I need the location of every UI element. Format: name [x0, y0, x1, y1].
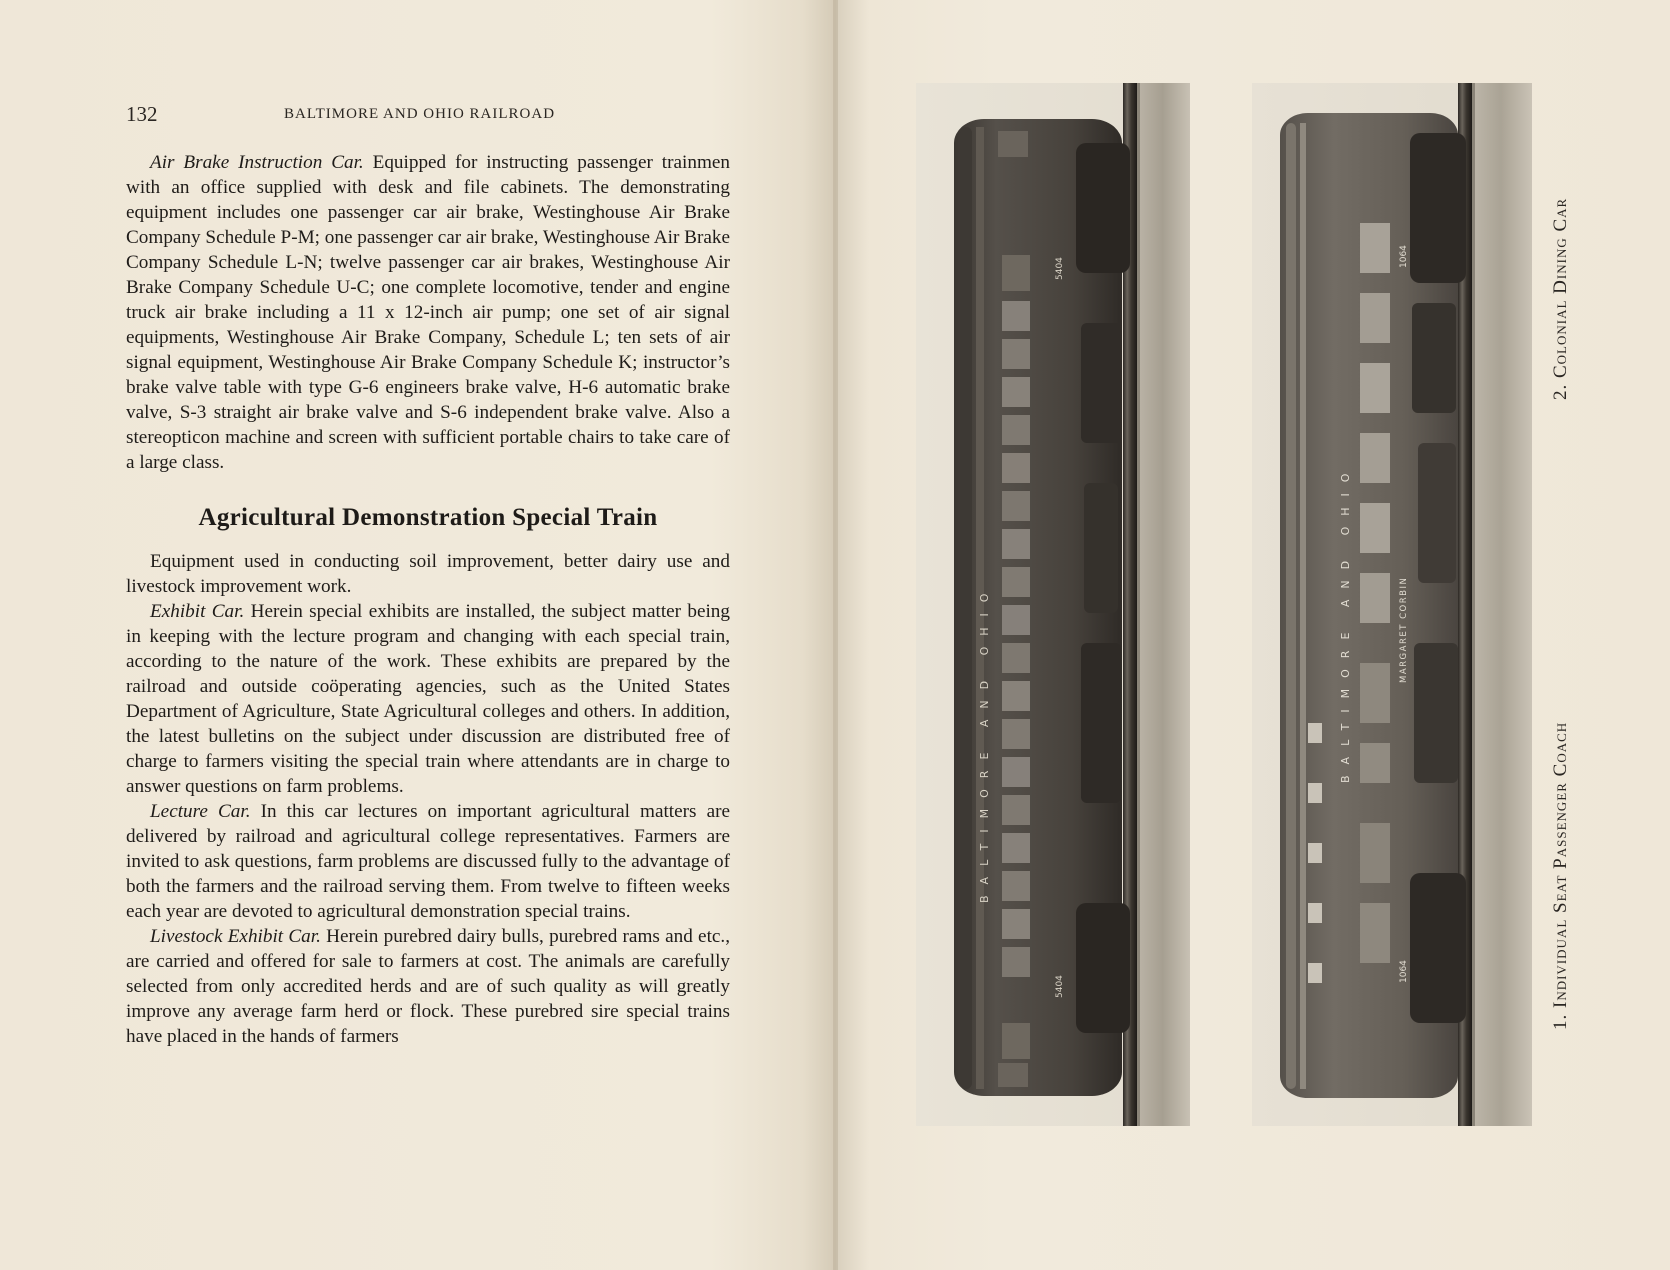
passenger-coach-number-top: 5404 [1055, 257, 1065, 280]
dining-car-lettering: BALTIMORE AND OHIO [1339, 462, 1352, 783]
section-lead-paragraph: Equipment used in conducting soil improvement, better dairy use and livestock improvement work. [126, 551, 730, 597]
livestock-car-label: Livestock Exhibit Car. [150, 926, 321, 947]
caption-dining-car: 2. Colonial Dining Car [1550, 197, 1571, 400]
lecture-car-text: In this car lectures on important agricultural matters are delivered by railroad and agricultural college representatives. Farmers are invited to ask questions, farm problems are discussed fully to the advantage of both the farmers and the railroad serving them. From twelve to fifteen weeks each year are devoted to agricultural demonstration special trains. [126, 801, 730, 922]
section-heading: Agricultural Demonstration Special Train [198, 504, 658, 531]
air-brake-text: Equipped for instructing passenger trainmen with an office supplied with desk and file cabinets. The demonstrating equipment includes one passenger car air brake, Westinghouse Air Brake Company Schedule P-M; one passenger car air brake, Westinghouse Air Brake Company Schedule L-N; twelve passenger car air brakes, Westinghouse Air Brake Company Schedule U-C; one complete locomotive, tender and engine truck air brake including a 11 x 12-inch air pump; one set of air signal equipments, Westinghouse Air Brake Company, Schedule L; ten sets of air signal equipment, Westinghouse Air Brake Company Schedule K; instructor’s brake valve table with type G-6 engineers brake valve, H-6 automatic brake valve, S-3 straight air brake valve and S-6 independent brake valve. Also a stereopticon machine and screen with sufficient portable chairs to take care of a large class. [126, 152, 730, 473]
exhibit-car-label: Exhibit Car. [150, 601, 245, 622]
book-gutter [833, 0, 838, 1270]
lecture-car-label: Lecture Car. [150, 801, 251, 822]
body-text [126, 150, 730, 1049]
exhibit-car-text: Herein special exhibits are installed, the subject matter being in keeping with the lecture program and changing with each special train, according to the nature of the work. These exhibits are prepared by the railroad and outside coöperating agencies, such as the United States Department of Agriculture, State Agricultural colleges and others. In addition, the latest bulletins on the subject under discussion are distributed free of charge to farmers visiting the special train where attendants are in charge to answer questions on farm problems. [126, 601, 730, 797]
exhibit-car-paragraph [126, 599, 730, 799]
air-brake-label: Air Brake Instruction Car. [150, 152, 364, 173]
lecture-car-paragraph [126, 799, 730, 924]
dining-car-number-top: 1064 [1399, 245, 1409, 268]
passenger-coach-lettering: BALTIMORE AND OHIO [978, 582, 991, 903]
running-head [126, 102, 730, 130]
livestock-car-paragraph [126, 924, 730, 1049]
passenger-coach-photo [916, 83, 1190, 1126]
page-number: 132 [126, 102, 158, 126]
dining-car-name: MARGARET CORBIN [1399, 576, 1409, 683]
running-head-title: BALTIMORE AND OHIO RAILROAD [284, 106, 556, 122]
dining-car-number-bottom: 1064 [1399, 960, 1409, 983]
dining-car-photo [1252, 83, 1532, 1126]
livestock-car-text: Herein purebred dairy bulls, purebred rams and etc., are carried and offered for sale to farmers at cost. The animals are carefully selected from only accredited herds and are of such quality as will greatly improve any average farm herd or flock. These purebred sire special trains have placed in the hands of farmers [126, 926, 731, 1047]
caption-passenger-coach: 1. Individual Seat Passenger Coach [1550, 721, 1571, 1030]
passenger-coach-number-bottom: 5404 [1055, 975, 1065, 998]
air-brake-paragraph [126, 150, 730, 475]
